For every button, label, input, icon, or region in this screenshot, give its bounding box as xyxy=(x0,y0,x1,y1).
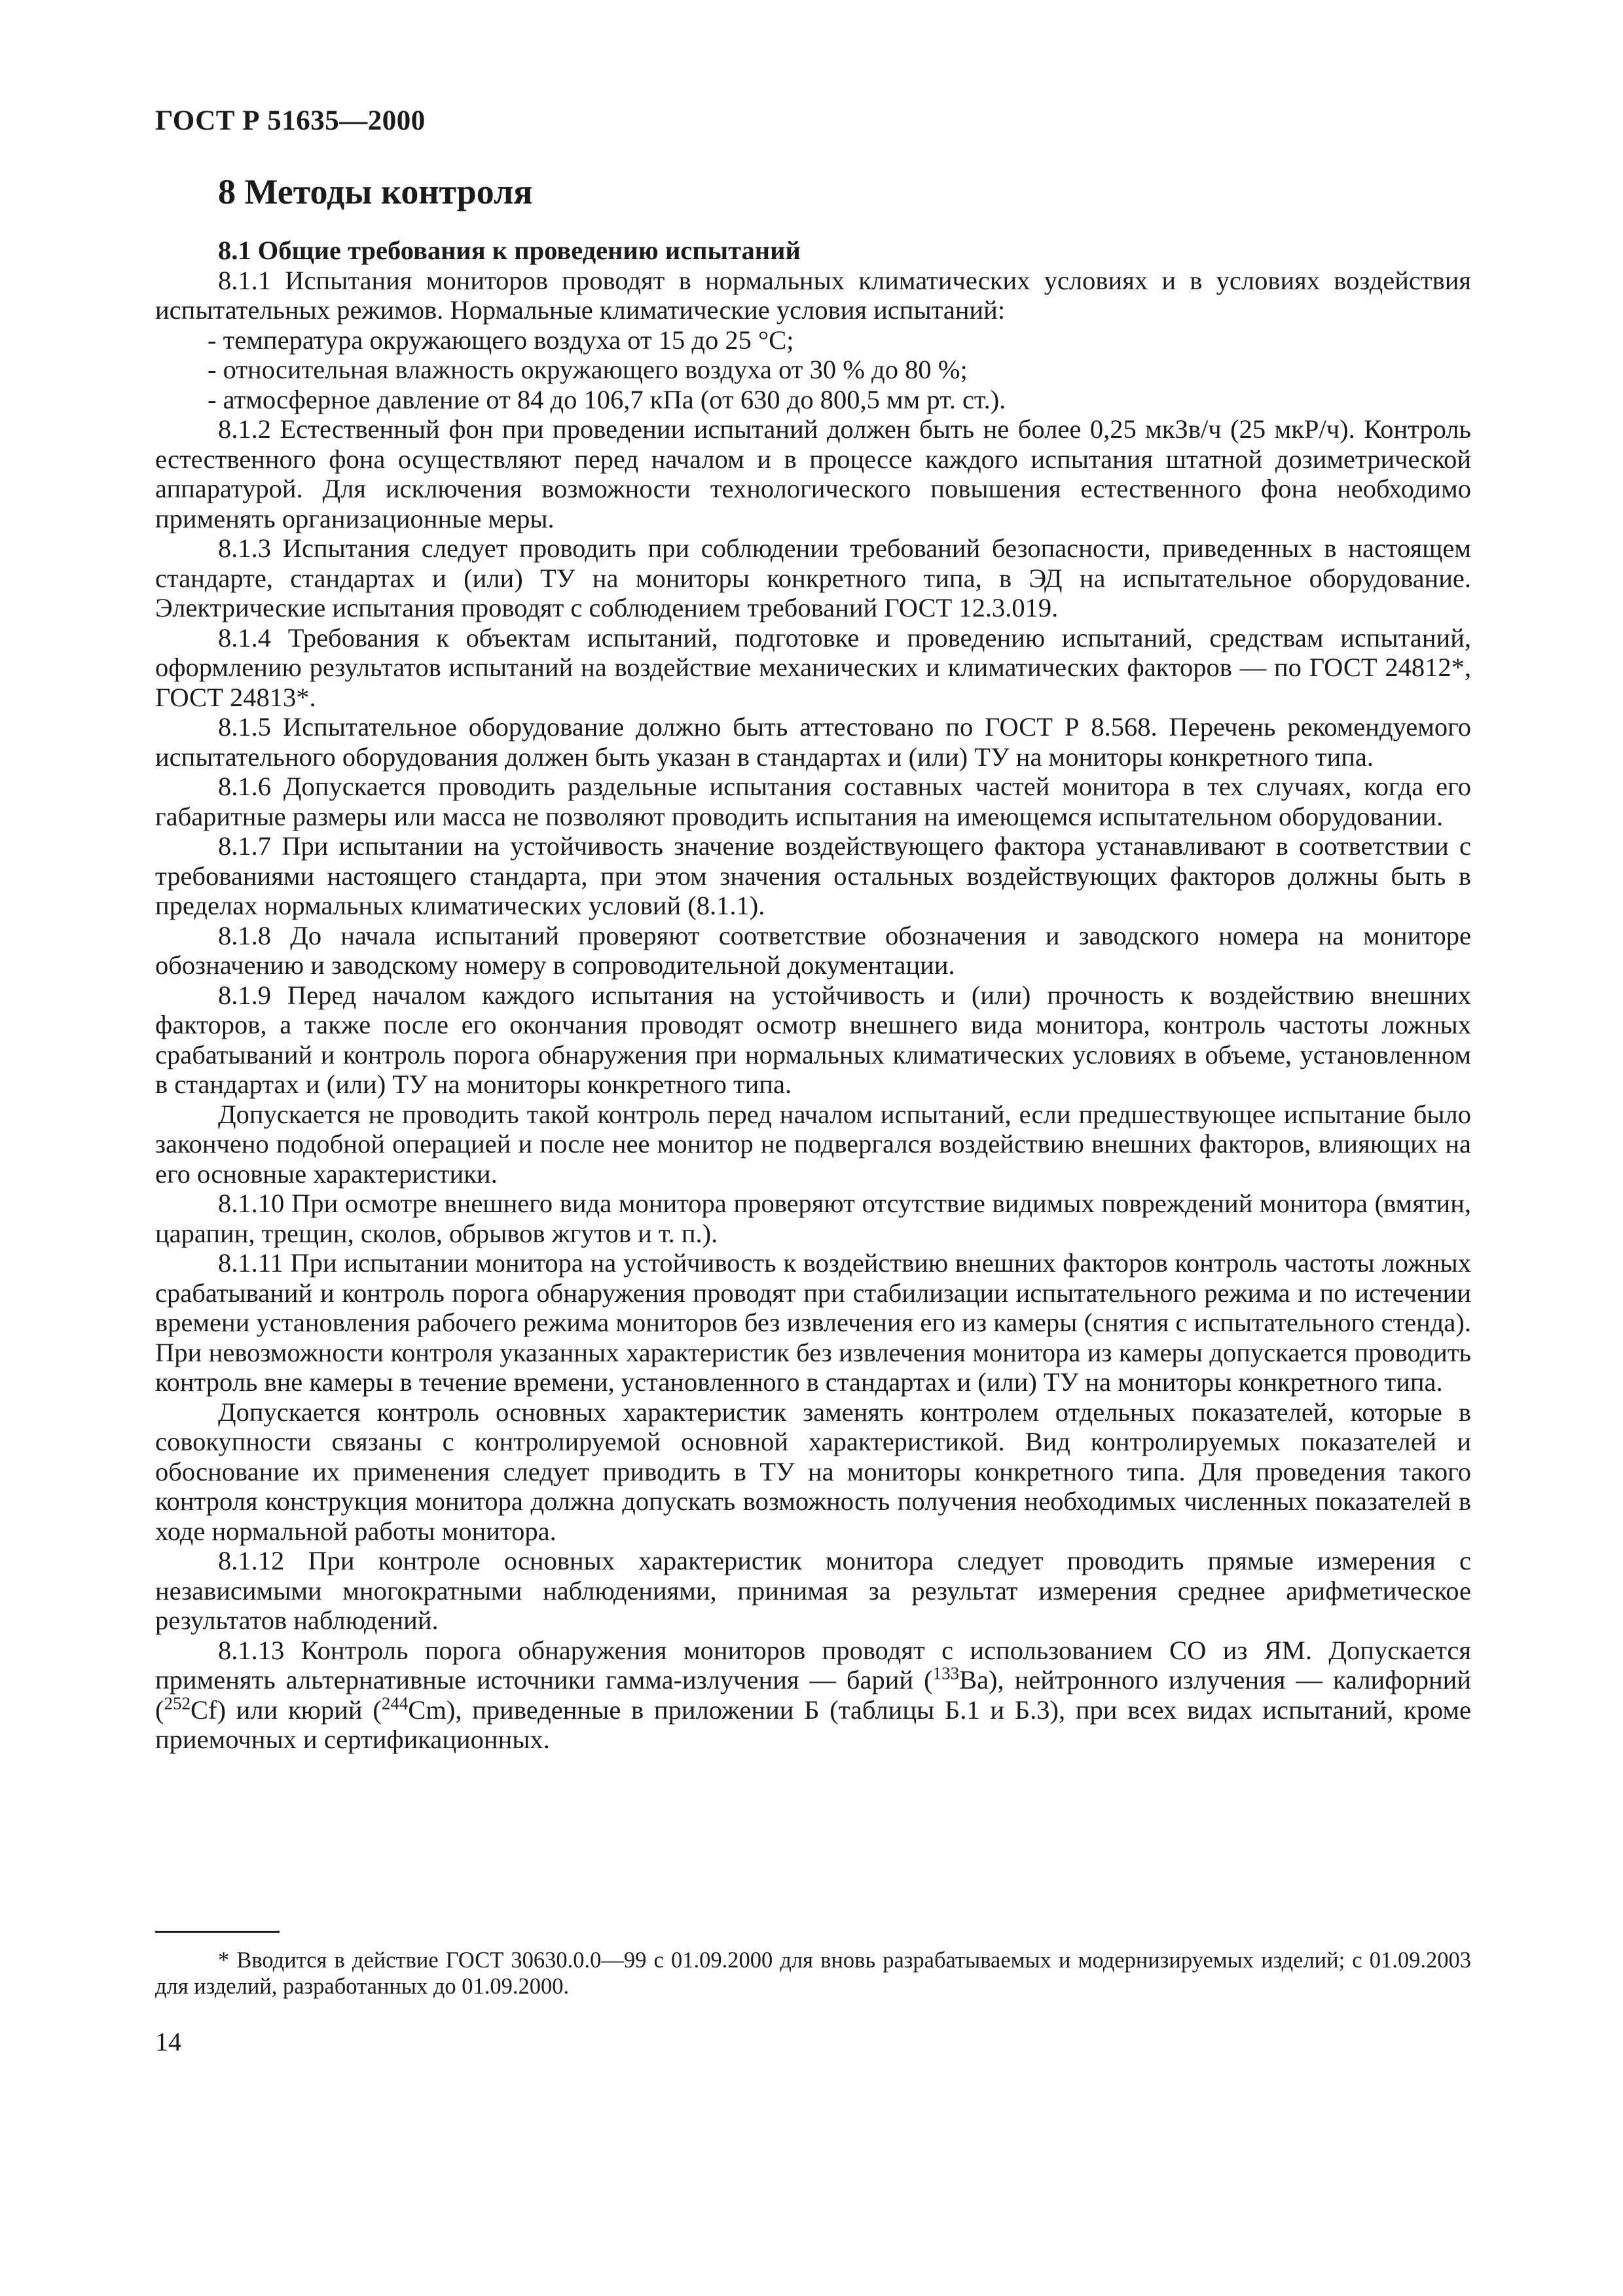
paragraph-8-1-13-text-part: 8.1.13 Контроль порога обнаружения мониторов проводят с использованием СО из ЯМ. Допускается применять альтернативные источники гамма-излучения — барий ( xyxy=(155,1635,1471,1695)
paragraph-8-1-5: 8.1.5 Испытательное оборудование должно быть аттестовано по ГОСТ Р 8.568. Перечень рекомендуемого испытательного оборудования должен быть указан в стандартах и (или) ТУ на мониторы конкретного типа. xyxy=(155,712,1471,772)
section-content xyxy=(155,236,1471,1755)
paragraph-8-1-10: 8.1.10 При осмотре внешнего вида монитора проверяют отсутствие видимых повреждений монитора (вмятин, царапин, трещин, сколов, обрывов жгутов и т. п.). xyxy=(155,1189,1471,1248)
paragraph-8-1-9: 8.1.9 Перед началом каждого испытания на устойчивость и (или) прочность к воздействию внешних факторов, а также после его окончания проводят осмотр внешнего вида монитора, контроль частоты ложных срабатываний и контроль порога обнаружения при нормальных климатических условиях в объеме, установленном в стандартах и (или) ТУ на мониторы конкретного типа. xyxy=(155,980,1471,1099)
isotope-mass-number-superscript: 244 xyxy=(381,1693,409,1713)
page-number: 14 xyxy=(155,2027,181,2056)
paragraph-8-1-13 xyxy=(155,1636,1471,1755)
paragraph-8-1-12: 8.1.12 При контроле основных характеристик монитора следует проводить прямые измерения с независимыми многократными наблюдениями, принимая за результат измерения среднее арифметическое результатов наблюдений. xyxy=(155,1546,1471,1635)
paragraph-8-1-13-text-part: Cm), приведенные в приложении Б (таблицы Б.1 и Б.3), при всех видах испытаний, кроме приемочных и сертификационных. xyxy=(155,1695,1472,1754)
paragraph-8-1-13-text-part: Cf) или кюрий ( xyxy=(191,1695,382,1725)
paragraph-8-1-9-note: Допускается не проводить такой контроль перед началом испытаний, если предшествующее испытание было закончено подобной операцией и после нее монитор не подвергался воздействию внешних факторов, влияющих на его основные характеристики. xyxy=(155,1099,1471,1189)
paragraph-8-1-11-note: Допускается контроль основных характеристик заменять контролем отдельных показателей, которые в совокупности связаны с контролируемой основной характеристикой. Вид контролируемых показателей и обоснование их применения следует приводить в ТУ на мониторы конкретного типа. Для проведения такого контроля конструкция монитора должна допускать возможность получения необходимых численных показателей в ходе нормальной работы монитора. xyxy=(155,1397,1471,1546)
footnote-divider xyxy=(155,1931,280,1933)
footnote: * Вводится в действие ГОСТ 30630.0.0—99 с 01.09.2000 для вновь разрабатываемых и модернизируемых изделий; с 01.09.2003 для изделий, разработанных до 01.09.2000. xyxy=(155,1948,1471,1999)
paragraph-8-1-2: 8.1.2 Естественный фон при проведении испытаний должен быть не более 0,25 мкЗв/ч (25 мкР/ч). Контроль естественного фона осуществляют перед началом и в процессе каждого испытания штатной дозиметрической аппаратурой. Для исключения возможности технологического повышения естественного фона необходимо применять организационные меры. xyxy=(155,414,1471,533)
isotope-mass-number-superscript: 252 xyxy=(164,1693,191,1713)
paragraph-8-1-4: 8.1.4 Требования к объектам испытаний, подготовке и проведению испытаний, средствам испытаний, оформлению результатов испытаний на воздействие механических и климатических факторов — по ГОСТ 24812*, ГОСТ 24813*. xyxy=(155,622,1471,712)
list-item: - температура окружающего воздуха от 15 до 25 °С; xyxy=(208,325,794,355)
paragraph-8-1-7: 8.1.7 При испытании на устойчивость значение воздействующего фактора устанавливают в соответствии с требованиями настоящего стандарта, при этом значения остальных воздействующих факторов должны быть в пределах нормальных климатических условий (8.1.1). xyxy=(155,831,1471,920)
list-item: - атмосферное давление от 84 до 106,7 кПа (от 630 до 800,5 мм рт. ст.). xyxy=(208,384,1006,414)
isotope-mass-number-superscript: 133 xyxy=(932,1663,960,1683)
section-title: 8 Методы контроля xyxy=(218,172,533,211)
paragraph-8-1-11: 8.1.11 При испытании монитора на устойчивость к воздействию внешних факторов контроль частоты ложных срабатываний и контроль порога обнаружения проводят при стабилизации испытательного режима и по истечении времени установления рабочего режима мониторов без извлечения его из камеры (снятия с испытательного стенда). При невозможности контроля указанных характеристик без извлечения монитора из камеры допускается проводить контроль вне камеры в течение времени, установленного в стандартах и (или) ТУ на мониторы конкретного типа. xyxy=(155,1248,1471,1397)
paragraph-8-1-3: 8.1.3 Испытания следует проводить при соблюдении требований безопасности, приведенных в настоящем стандарте, стандартах и (или) ТУ на мониторы конкретного типа, в ЭД на испытательное оборудование. Электрические испытания проводят с соблюдением требований ГОСТ 12.3.019. xyxy=(155,533,1471,622)
paragraph-8-1-13-text-part: Ba), нейтронного излучения — калифорний ( xyxy=(155,1665,1471,1725)
paragraph-8-1-1: 8.1.1 Испытания мониторов проводят в нормальных климатических условиях и в условиях воздействия испытательных режимов. Нормальные климатические условия испытаний: xyxy=(155,265,1471,325)
list-item: - относительная влажность окружающего воздуха от 30 % до 80 %; xyxy=(208,355,968,384)
paragraph-8-1-8: 8.1.8 До начала испытаний проверяют соответствие обозначения и заводского номера на мониторе обозначению и заводскому номеру в сопроводительной документации. xyxy=(155,920,1471,980)
paragraph-8-1-6: 8.1.6 Допускается проводить раздельные испытания составных частей монитора в тех случаях, когда его габаритные размеры или масса не позволяют проводить испытания на имеющемся испытательном оборудовании. xyxy=(155,772,1471,831)
subsection-title: 8.1 Общие требования к проведению испытаний xyxy=(218,236,801,265)
document-header-id: ГОСТ Р 51635—2000 xyxy=(155,105,426,136)
